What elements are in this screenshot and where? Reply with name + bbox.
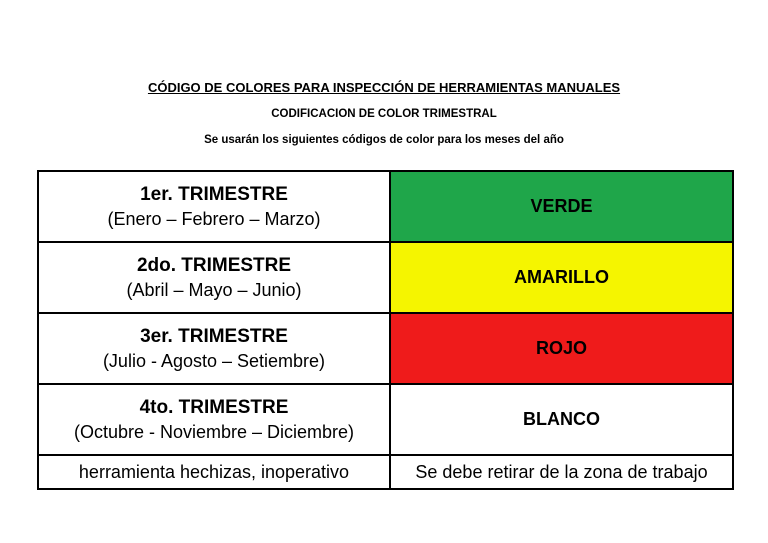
table-row-inoperative — [38, 455, 733, 489]
table-row-q4 — [38, 384, 733, 455]
table-row-q3 — [38, 313, 733, 384]
quarter-title: 4to. TRIMESTRE — [139, 396, 289, 418]
action-cell — [390, 455, 733, 489]
color-label: AMARILLO — [514, 267, 609, 287]
quarter-title: 1er. TRIMESTRE — [140, 183, 288, 205]
quarter-cell — [38, 171, 390, 242]
color-cell-green — [390, 171, 733, 242]
inoperative-cell — [38, 455, 390, 489]
color-label: ROJO — [535, 338, 587, 358]
quarter-cell — [38, 313, 390, 384]
document-subtitle: CODIFICACION DE COLOR TRIMESTRAL — [271, 108, 497, 120]
document-title: CÓDIGO DE COLORES PARA INSPECCIÓN DE HERRAMIENTAS MANUALES — [147, 80, 621, 95]
quarter-months: (Enero – Febrero – Marzo) — [107, 208, 321, 229]
quarter-months: (Abril – Mayo – Junio) — [126, 279, 302, 300]
quarter-title: 3er. TRIMESTRE — [140, 325, 288, 347]
color-cell-white — [390, 384, 733, 455]
quarter-title: 2do. TRIMESTRE — [136, 254, 292, 276]
action-label: Se debe retirar de la zona de trabajo — [415, 461, 708, 482]
quarter-months: (Octubre - Noviembre – Diciembre) — [73, 421, 355, 442]
color-code-table — [37, 170, 734, 490]
table-row-q1 — [38, 171, 733, 242]
quarter-cell — [38, 242, 390, 313]
quarter-months: (Julio - Agosto – Setiembre) — [102, 350, 326, 371]
color-label: VERDE — [530, 196, 593, 216]
color-label: BLANCO — [523, 409, 600, 429]
color-cell-yellow — [390, 242, 733, 313]
table-row-q2 — [38, 242, 733, 313]
color-cell-red — [390, 313, 733, 384]
document-note: Se usarán los siguientes códigos de color para los meses del año — [204, 134, 564, 146]
inoperative-label: herramienta hechizas, inoperativo — [78, 461, 350, 482]
quarter-cell — [38, 384, 390, 455]
